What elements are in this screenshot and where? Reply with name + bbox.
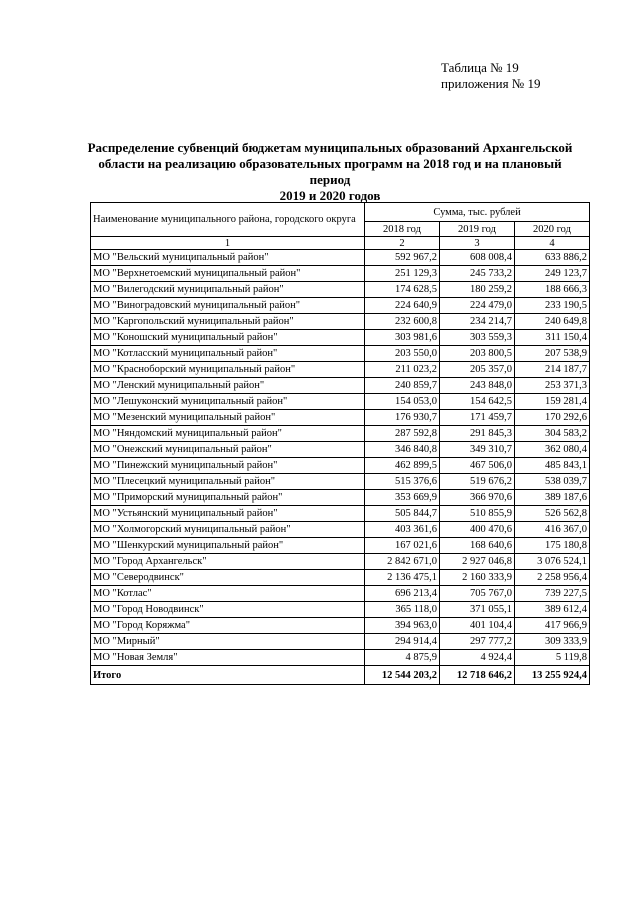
- value-2018: 505 844,7: [365, 506, 440, 522]
- total-2019: 12 718 646,2: [440, 666, 515, 685]
- value-2018: 353 669,9: [365, 490, 440, 506]
- appendix-reference: [441, 60, 540, 92]
- budget-table: [90, 202, 590, 685]
- value-2020: 188 666,3: [515, 282, 590, 298]
- municipality-name: МО "Мирный": [91, 634, 365, 650]
- value-2020: 309 333,9: [515, 634, 590, 650]
- name-column-header: Наименование муниципального района, городского округа: [91, 203, 365, 237]
- value-2020: 416 367,0: [515, 522, 590, 538]
- table-row: [91, 602, 590, 618]
- municipality-name: МО "Красноборский муниципальный район": [91, 362, 365, 378]
- value-2019: 510 855,9: [440, 506, 515, 522]
- municipality-name: МО "Город Новодвинск": [91, 602, 365, 618]
- document-title: [80, 140, 580, 204]
- value-2019: 224 479,0: [440, 298, 515, 314]
- table-row: [91, 266, 590, 282]
- appendix-number: приложения № 19: [441, 76, 541, 91]
- municipality-name: МО "Вельский муниципальный район": [91, 250, 365, 266]
- value-2019: 467 506,0: [440, 458, 515, 474]
- value-2018: 211 023,2: [365, 362, 440, 378]
- value-2019: 297 777,2: [440, 634, 515, 650]
- value-2018: 232 600,8: [365, 314, 440, 330]
- value-2018: 365 118,0: [365, 602, 440, 618]
- value-2018: 696 213,4: [365, 586, 440, 602]
- value-2019: 154 642,5: [440, 394, 515, 410]
- value-2018: 224 640,9: [365, 298, 440, 314]
- value-2020: 485 843,1: [515, 458, 590, 474]
- value-2019: 4 924,4: [440, 650, 515, 666]
- value-2019: 180 259,2: [440, 282, 515, 298]
- value-2019: 401 104,4: [440, 618, 515, 634]
- column-number: 2: [365, 237, 440, 250]
- value-2018: 167 021,6: [365, 538, 440, 554]
- value-2018: 240 859,7: [365, 378, 440, 394]
- table-number: Таблица № 19: [441, 60, 519, 75]
- value-2019: 400 470,6: [440, 522, 515, 538]
- value-2019: 205 357,0: [440, 362, 515, 378]
- value-2019: 245 733,2: [440, 266, 515, 282]
- value-2020: 362 080,4: [515, 442, 590, 458]
- municipality-name: МО "Няндомский муниципальный район": [91, 426, 365, 442]
- value-2020: 233 190,5: [515, 298, 590, 314]
- value-2019: 366 970,6: [440, 490, 515, 506]
- municipality-name: МО "Котласский муниципальный район": [91, 346, 365, 362]
- value-2019: 243 848,0: [440, 378, 515, 394]
- value-2019: 234 214,7: [440, 314, 515, 330]
- value-2020: 214 187,7: [515, 362, 590, 378]
- municipality-name: МО "Виноградовский муниципальный район": [91, 298, 365, 314]
- value-2018: 4 875,9: [365, 650, 440, 666]
- municipality-name: МО "Мезенский муниципальный район": [91, 410, 365, 426]
- title-line-3: 2019 и 2020 годов: [279, 188, 381, 203]
- year-header-2018: 2018 год: [365, 222, 440, 237]
- value-2018: 176 930,7: [365, 410, 440, 426]
- municipality-name: МО "Лешуконский муниципальный район": [91, 394, 365, 410]
- municipality-name: МО "Плесецкий муниципальный район": [91, 474, 365, 490]
- column-numbering-row: [91, 237, 590, 250]
- municipality-name: МО "Пинежский муниципальный район": [91, 458, 365, 474]
- municipality-name: МО "Холмогорский муниципальный район": [91, 522, 365, 538]
- column-number: 3: [440, 237, 515, 250]
- value-2018: 154 053,0: [365, 394, 440, 410]
- value-2018: 346 840,8: [365, 442, 440, 458]
- table-row: [91, 586, 590, 602]
- value-2019: 171 459,7: [440, 410, 515, 426]
- table-row: [91, 634, 590, 650]
- title-line-2: области на реализацию образовательных программ на 2018 год и на плановый период: [98, 156, 562, 187]
- value-2019: 705 767,0: [440, 586, 515, 602]
- value-2020: 417 966,9: [515, 618, 590, 634]
- table-row: [91, 650, 590, 666]
- value-2020: 304 583,2: [515, 426, 590, 442]
- value-2019: 349 310,7: [440, 442, 515, 458]
- column-number: 1: [91, 237, 365, 250]
- table-row: [91, 314, 590, 330]
- municipality-name: МО "Верхнетоемский муниципальный район": [91, 266, 365, 282]
- table-row: [91, 410, 590, 426]
- value-2018: 462 899,5: [365, 458, 440, 474]
- value-2020: 253 371,3: [515, 378, 590, 394]
- value-2020: 240 649,8: [515, 314, 590, 330]
- total-row: [91, 666, 590, 685]
- value-2020: 159 281,4: [515, 394, 590, 410]
- table-row: [91, 298, 590, 314]
- table-row: [91, 458, 590, 474]
- table-row: [91, 394, 590, 410]
- value-2018: 294 914,4: [365, 634, 440, 650]
- value-2019: 2 160 333,9: [440, 570, 515, 586]
- table-row: [91, 554, 590, 570]
- value-2020: 389 612,4: [515, 602, 590, 618]
- value-2019: 168 640,6: [440, 538, 515, 554]
- value-2019: 303 559,3: [440, 330, 515, 346]
- table-row: [91, 570, 590, 586]
- sum-column-header: Сумма, тыс. рублей: [365, 203, 590, 222]
- table-row: [91, 442, 590, 458]
- table-row: [91, 522, 590, 538]
- table-row: [91, 346, 590, 362]
- value-2020: 3 076 524,1: [515, 554, 590, 570]
- value-2018: 174 628,5: [365, 282, 440, 298]
- municipality-name: МО "Новая Земля": [91, 650, 365, 666]
- table-row: [91, 538, 590, 554]
- table-row: [91, 378, 590, 394]
- value-2020: 311 150,4: [515, 330, 590, 346]
- value-2020: 5 119,8: [515, 650, 590, 666]
- table-row: [91, 506, 590, 522]
- value-2018: 251 129,3: [365, 266, 440, 282]
- value-2018: 394 963,0: [365, 618, 440, 634]
- value-2020: 170 292,6: [515, 410, 590, 426]
- municipality-name: МО "Северодвинск": [91, 570, 365, 586]
- table-row: [91, 330, 590, 346]
- value-2019: 291 845,3: [440, 426, 515, 442]
- municipality-name: МО "Устьянский муниципальный район": [91, 506, 365, 522]
- value-2019: 203 800,5: [440, 346, 515, 362]
- column-number: 4: [515, 237, 590, 250]
- value-2018: 303 981,6: [365, 330, 440, 346]
- table-row: [91, 282, 590, 298]
- value-2018: 2 842 671,0: [365, 554, 440, 570]
- value-2019: 608 008,4: [440, 250, 515, 266]
- value-2018: 2 136 475,1: [365, 570, 440, 586]
- municipality-name: МО "Город Архангельск": [91, 554, 365, 570]
- year-header-2019: 2019 год: [440, 222, 515, 237]
- value-2020: 175 180,8: [515, 538, 590, 554]
- municipality-name: МО "Каргопольский муниципальный район": [91, 314, 365, 330]
- value-2020: 739 227,5: [515, 586, 590, 602]
- municipality-name: МО "Шенкурский муниципальный район": [91, 538, 365, 554]
- value-2018: 403 361,6: [365, 522, 440, 538]
- total-2020: 13 255 924,4: [515, 666, 590, 685]
- value-2020: 389 187,6: [515, 490, 590, 506]
- year-header-2020: 2020 год: [515, 222, 590, 237]
- municipality-name: МО "Коношский муниципальный район": [91, 330, 365, 346]
- municipality-name: МО "Онежский муниципальный район": [91, 442, 365, 458]
- value-2018: 592 967,2: [365, 250, 440, 266]
- value-2020: 249 123,7: [515, 266, 590, 282]
- total-2018: 12 544 203,2: [365, 666, 440, 685]
- table-row: [91, 474, 590, 490]
- value-2019: 519 676,2: [440, 474, 515, 490]
- table-row: [91, 426, 590, 442]
- municipality-name: МО "Вилегодский муниципальный район": [91, 282, 365, 298]
- value-2020: 538 039,7: [515, 474, 590, 490]
- municipality-name: МО "Котлас": [91, 586, 365, 602]
- municipality-name: МО "Город Коряжма": [91, 618, 365, 634]
- table-body: [91, 250, 590, 666]
- total-label: Итого: [91, 666, 365, 685]
- municipality-name: МО "Ленский муниципальный район": [91, 378, 365, 394]
- municipality-name: МО "Приморский муниципальный район": [91, 490, 365, 506]
- table-row: [91, 618, 590, 634]
- value-2020: 526 562,8: [515, 506, 590, 522]
- table-row: [91, 490, 590, 506]
- value-2018: 203 550,0: [365, 346, 440, 362]
- value-2020: 633 886,2: [515, 250, 590, 266]
- value-2018: 515 376,6: [365, 474, 440, 490]
- value-2020: 207 538,9: [515, 346, 590, 362]
- title-line-1: Распределение субвенций бюджетам муниципальных образований Архангельской: [87, 140, 573, 155]
- value-2019: 371 055,1: [440, 602, 515, 618]
- value-2018: 287 592,8: [365, 426, 440, 442]
- table-row: [91, 250, 590, 266]
- value-2019: 2 927 046,8: [440, 554, 515, 570]
- table-row: [91, 362, 590, 378]
- value-2020: 2 258 956,4: [515, 570, 590, 586]
